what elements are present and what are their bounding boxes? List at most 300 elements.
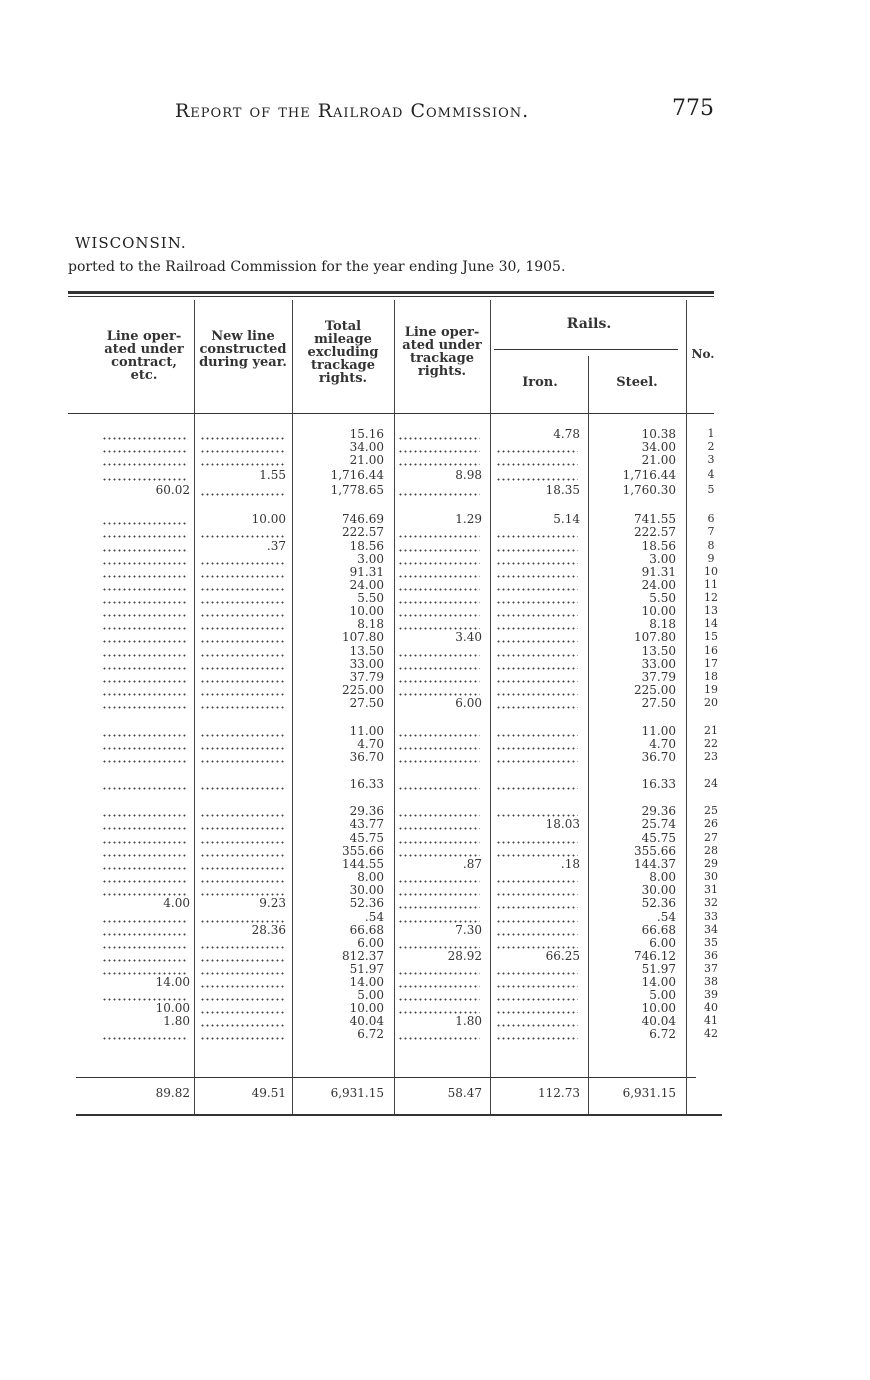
row-number: 31 [704,883,718,896]
leader-dots [102,989,188,1001]
table-top-rule-thin [68,296,714,297]
leader-dots [200,526,284,538]
cell-steel: 91.31 [641,565,676,579]
leader-dots [398,1028,480,1040]
cell-steel: 24.00 [641,578,676,592]
leader-dots [102,858,188,870]
cell-total-mileage: 8.00 [357,870,384,884]
cell-steel: 4.70 [649,737,676,751]
cell-steel: 6.00 [649,936,676,950]
row-number: 38 [704,975,718,988]
leader-dots [200,751,284,763]
header-bottom-rule [68,413,714,414]
leader-dots [496,658,578,670]
leader-dots [496,884,578,896]
cell-total-mileage: 16.33 [349,777,384,791]
row-number: 7 [707,525,715,538]
row-number: 4 [707,468,715,481]
total-new-line: 49.51 [251,1086,286,1100]
col-divider-5 [588,356,589,1114]
cell-total-mileage: 14.00 [349,975,384,989]
leader-dots [398,441,480,453]
leader-dots [398,645,480,657]
leader-dots [398,671,480,683]
col-divider-6 [686,300,687,1114]
row-number: 5 [707,483,715,496]
cell-total-mileage: 1,778.65 [330,483,384,497]
cell-trackage: 28.92 [447,949,482,963]
header-total-mileage: Total mileage excluding trackage rights. [307,319,379,386]
leader-dots [496,725,578,737]
row-number: 9 [707,552,715,565]
cell-steel: 52.36 [641,896,676,910]
leader-dots [102,605,188,617]
cell-trackage: 6.00 [455,696,482,710]
leader-dots [496,454,578,466]
cell-total-mileage: 225.00 [342,683,384,697]
leader-dots [102,884,188,896]
leader-dots [102,540,188,552]
leader-dots [200,950,284,962]
leader-dots [398,1002,480,1014]
leader-dots [496,989,578,1001]
cell-total-mileage: 21.00 [349,453,384,467]
leader-dots [102,553,188,565]
row-number: 42 [704,1027,718,1040]
leader-dots [102,618,188,630]
leader-dots [200,579,284,591]
cell-steel: 10.38 [641,427,676,441]
cell-total-mileage: 11.00 [349,724,384,738]
leader-dots [200,845,284,857]
cell-new-line: 9.23 [259,896,286,910]
leader-dots [200,441,284,453]
header-iron: Iron. [522,375,558,390]
cell-new-line: 28.36 [251,923,286,937]
cell-steel: 225.00 [634,683,676,697]
row-number: 15 [704,630,718,643]
row-number: 32 [704,896,718,909]
leader-dots [398,454,480,466]
cell-steel: 29.36 [641,804,676,818]
leader-dots [496,441,578,453]
row-number: 14 [704,617,718,630]
row-number: 24 [704,777,718,790]
cell-steel: 45.75 [641,831,676,845]
table-bottom-rule [76,1114,722,1116]
leader-dots [102,845,188,857]
cell-new-line: .37 [266,539,286,553]
row-number: 19 [704,683,718,696]
cell-steel: 3.00 [649,552,676,566]
leader-dots [102,592,188,604]
cell-total-mileage: 43.77 [349,817,384,831]
cell-steel: 107.80 [634,630,676,644]
leader-dots [496,618,578,630]
leader-dots [398,738,480,750]
total-trackage: 58.47 [447,1086,482,1100]
leader-dots [102,671,188,683]
leader-dots [102,645,188,657]
leader-dots [398,818,480,830]
cell-total-mileage: 4.70 [357,737,384,751]
leader-dots [102,725,188,737]
col-divider-3 [394,300,395,1114]
leader-dots [200,658,284,670]
leader-dots [102,631,188,643]
header-trackage: Line oper- ated under trackage rights. [402,325,482,379]
row-number: 36 [704,949,718,962]
col-divider-2 [292,300,293,1114]
leader-dots [200,937,284,949]
leader-dots [102,697,188,709]
cell-steel: 6.72 [649,1027,676,1041]
cell-steel: 11.00 [641,724,676,738]
cell-steel: 144.37 [634,857,676,871]
row-number: 17 [704,657,718,670]
leader-dots [398,579,480,591]
cell-steel: 51.97 [641,962,676,976]
leader-dots [200,976,284,988]
leader-dots [496,871,578,883]
leader-dots [200,818,284,830]
leader-dots [398,751,480,763]
row-number: 12 [704,591,718,604]
cell-total-mileage: 37.79 [349,670,384,684]
leader-dots [200,566,284,578]
cell-total-mileage: 8.18 [357,617,384,631]
leader-dots [200,454,284,466]
cell-steel: 741.55 [634,512,676,526]
row-number: 40 [704,1001,718,1014]
col-divider-1 [194,300,195,1114]
leader-dots [200,1002,284,1014]
leader-dots [102,751,188,763]
leader-dots [102,441,188,453]
cell-total-mileage: 5.50 [357,591,384,605]
leader-dots [398,963,480,975]
cell-total-mileage: 1,716.44 [330,468,384,482]
leader-dots [496,832,578,844]
cell-iron: 4.78 [553,427,580,441]
cell-total-mileage: 10.00 [349,1001,384,1015]
row-number: 8 [707,539,715,552]
cell-iron: 18.03 [545,817,580,831]
cell-trackage: .87 [462,857,482,871]
row-number: 35 [704,936,718,949]
header-contract: Line oper- ated under contract, etc. [104,329,184,383]
header-new-line: New line constructed during year. [199,329,287,370]
header-steel: Steel. [616,375,658,390]
cell-total-mileage: 3.00 [357,552,384,566]
cell-trackage: 1.80 [455,1014,482,1028]
leader-dots [102,658,188,670]
cell-steel: 40.04 [641,1014,676,1028]
cell-total-mileage: 91.31 [349,565,384,579]
cell-steel: 30.00 [641,883,676,897]
leader-dots [496,592,578,604]
leader-dots [398,605,480,617]
cell-steel: 21.00 [641,453,676,467]
leader-dots [398,725,480,737]
leader-dots [398,989,480,1001]
leader-dots [102,832,188,844]
row-number: 16 [704,644,718,657]
leader-dots [496,845,578,857]
cell-total-mileage: 746.69 [342,512,384,526]
leader-dots [496,671,578,683]
leader-dots [200,778,284,790]
leader-dots [200,1028,284,1040]
leader-dots [200,725,284,737]
leader-dots [200,805,284,817]
leader-dots [496,924,578,936]
row-number: 30 [704,870,718,883]
leader-dots [496,937,578,949]
leader-dots [200,592,284,604]
cell-total-mileage: 66.68 [349,923,384,937]
cell-iron: 18.35 [545,483,580,497]
cell-steel: 746.12 [634,949,676,963]
leader-dots [200,605,284,617]
leader-dots [102,911,188,923]
leader-dots [496,540,578,552]
row-number: 13 [704,604,718,617]
leader-dots [102,963,188,975]
leader-dots [496,1028,578,1040]
cell-steel: 16.33 [641,777,676,791]
table-subtitle: ported to the Railroad Commission for the year ending June 30, 1905. [68,259,566,275]
cell-steel: 8.18 [649,617,676,631]
cell-total-mileage: 355.66 [342,844,384,858]
leader-dots [496,778,578,790]
leader-dots [398,526,480,538]
cell-steel: 1,716.44 [622,468,676,482]
leader-dots [102,428,188,440]
cell-total-mileage: 812.37 [342,949,384,963]
total-contract: 89.82 [155,1086,190,1100]
cell-total-mileage: 30.00 [349,883,384,897]
leader-dots [496,697,578,709]
leader-dots [200,911,284,923]
state-heading: WISCONSIN. [75,234,187,252]
cell-total-mileage: 5.00 [357,988,384,1002]
leader-dots [398,911,480,923]
row-number: 10 [704,565,718,578]
header-no: No. [691,347,715,361]
leader-dots [496,553,578,565]
cell-total-mileage: 15.16 [349,427,384,441]
row-number: 27 [704,831,718,844]
cell-steel: 355.66 [634,844,676,858]
cell-total-mileage: 144.55 [342,857,384,871]
row-number: 25 [704,804,718,817]
leader-dots [102,778,188,790]
cell-steel: 18.56 [641,539,676,553]
leader-dots [398,976,480,988]
leader-dots [398,684,480,696]
cell-contract: 10.00 [155,1001,190,1015]
leader-dots [496,631,578,643]
row-number: 23 [704,750,718,763]
cell-steel: .54 [656,910,676,924]
cell-total-mileage: 52.36 [349,896,384,910]
cell-total-mileage: 222.57 [342,525,384,539]
leader-dots [398,658,480,670]
leader-dots [200,618,284,630]
header-rails: Rails. [566,316,612,332]
leader-dots [200,738,284,750]
leader-dots [496,976,578,988]
cell-steel: 13.50 [641,644,676,658]
row-number: 20 [704,696,718,709]
cell-contract: 60.02 [155,483,190,497]
leader-dots [398,884,480,896]
cell-new-line: 10.00 [251,512,286,526]
cell-trackage: 3.40 [455,630,482,644]
leader-dots [102,924,188,936]
cell-steel: 5.00 [649,988,676,1002]
leader-dots [398,484,480,496]
leader-dots [496,751,578,763]
running-title: Report of the Railroad Commission. [175,100,530,122]
leader-dots [398,937,480,949]
leader-dots [102,566,188,578]
leader-dots [398,805,480,817]
row-number: 6 [707,512,715,525]
row-number: 1 [707,427,715,440]
leader-dots [200,684,284,696]
leader-dots [200,697,284,709]
leader-dots [102,818,188,830]
cell-trackage: 1.29 [455,512,482,526]
leader-dots [102,805,188,817]
cell-steel: 5.50 [649,591,676,605]
cell-steel: 10.00 [641,604,676,618]
leader-dots [200,1015,284,1027]
cell-total-mileage: 18.56 [349,539,384,553]
totals-rule [76,1077,696,1078]
cell-iron: 66.25 [545,949,580,963]
leader-dots [200,989,284,1001]
leader-dots [496,579,578,591]
leader-dots [200,631,284,643]
leader-dots [398,778,480,790]
cell-steel: 10.00 [641,1001,676,1015]
cell-steel: 8.00 [649,870,676,884]
row-number: 26 [704,817,718,830]
row-number: 22 [704,737,718,750]
leader-dots [496,738,578,750]
leader-dots [398,428,480,440]
total-steel: 6,931.15 [622,1086,676,1100]
leader-dots [496,684,578,696]
cell-total-mileage: 107.80 [342,630,384,644]
cell-total-mileage: 10.00 [349,604,384,618]
cell-total-mileage: 36.70 [349,750,384,764]
cell-total-mileage: .54 [364,910,384,924]
row-number: 34 [704,923,718,936]
cell-total-mileage: 29.36 [349,804,384,818]
leader-dots [496,469,578,481]
cell-total-mileage: 24.00 [349,578,384,592]
leader-dots [496,605,578,617]
cell-total-mileage: 13.50 [349,644,384,658]
leader-dots [102,469,188,481]
row-number: 3 [707,453,715,466]
cell-steel: 36.70 [641,750,676,764]
leader-dots [496,1002,578,1014]
row-number: 33 [704,910,718,923]
leader-dots [496,911,578,923]
cell-total-mileage: 51.97 [349,962,384,976]
col-divider-4 [490,300,491,1114]
leader-dots [398,592,480,604]
total-iron: 112.73 [538,1086,580,1100]
cell-total-mileage: 34.00 [349,440,384,454]
leader-dots [102,950,188,962]
cell-total-mileage: 6.00 [357,936,384,950]
cell-total-mileage: 45.75 [349,831,384,845]
cell-new-line: 1.55 [259,468,286,482]
leader-dots [200,858,284,870]
cell-total-mileage: 6.72 [357,1027,384,1041]
table-top-rule [68,291,714,294]
leader-dots [398,845,480,857]
cell-steel: 1,760.30 [622,483,676,497]
row-number: 11 [704,578,718,591]
leader-dots [200,884,284,896]
leader-dots [102,513,188,525]
cell-steel: 33.00 [641,657,676,671]
row-number: 37 [704,962,718,975]
leader-dots [496,963,578,975]
cell-steel: 27.50 [641,696,676,710]
cell-steel: 25.74 [641,817,676,831]
leader-dots [496,645,578,657]
leader-dots [398,897,480,909]
leader-dots [200,671,284,683]
leader-dots [200,645,284,657]
cell-total-mileage: 27.50 [349,696,384,710]
leader-dots [398,618,480,630]
cell-steel: 14.00 [641,975,676,989]
cell-contract: 14.00 [155,975,190,989]
leader-dots [102,871,188,883]
leader-dots [200,484,284,496]
cell-trackage: 7.30 [455,923,482,937]
cell-total-mileage: 40.04 [349,1014,384,1028]
leader-dots [496,526,578,538]
row-number: 28 [704,844,718,857]
leader-dots [200,428,284,440]
leader-dots [200,871,284,883]
cell-contract: 4.00 [163,896,190,910]
leader-dots [102,454,188,466]
leader-dots [496,805,578,817]
leader-dots [200,553,284,565]
leader-dots [398,566,480,578]
leader-dots [496,1015,578,1027]
row-number: 39 [704,988,718,1001]
cell-steel: 66.68 [641,923,676,937]
total-mileage: 6,931.15 [330,1086,384,1100]
leader-dots [398,540,480,552]
row-number: 41 [704,1014,718,1027]
leader-dots [102,684,188,696]
leader-dots [200,963,284,975]
row-number: 2 [707,440,715,453]
